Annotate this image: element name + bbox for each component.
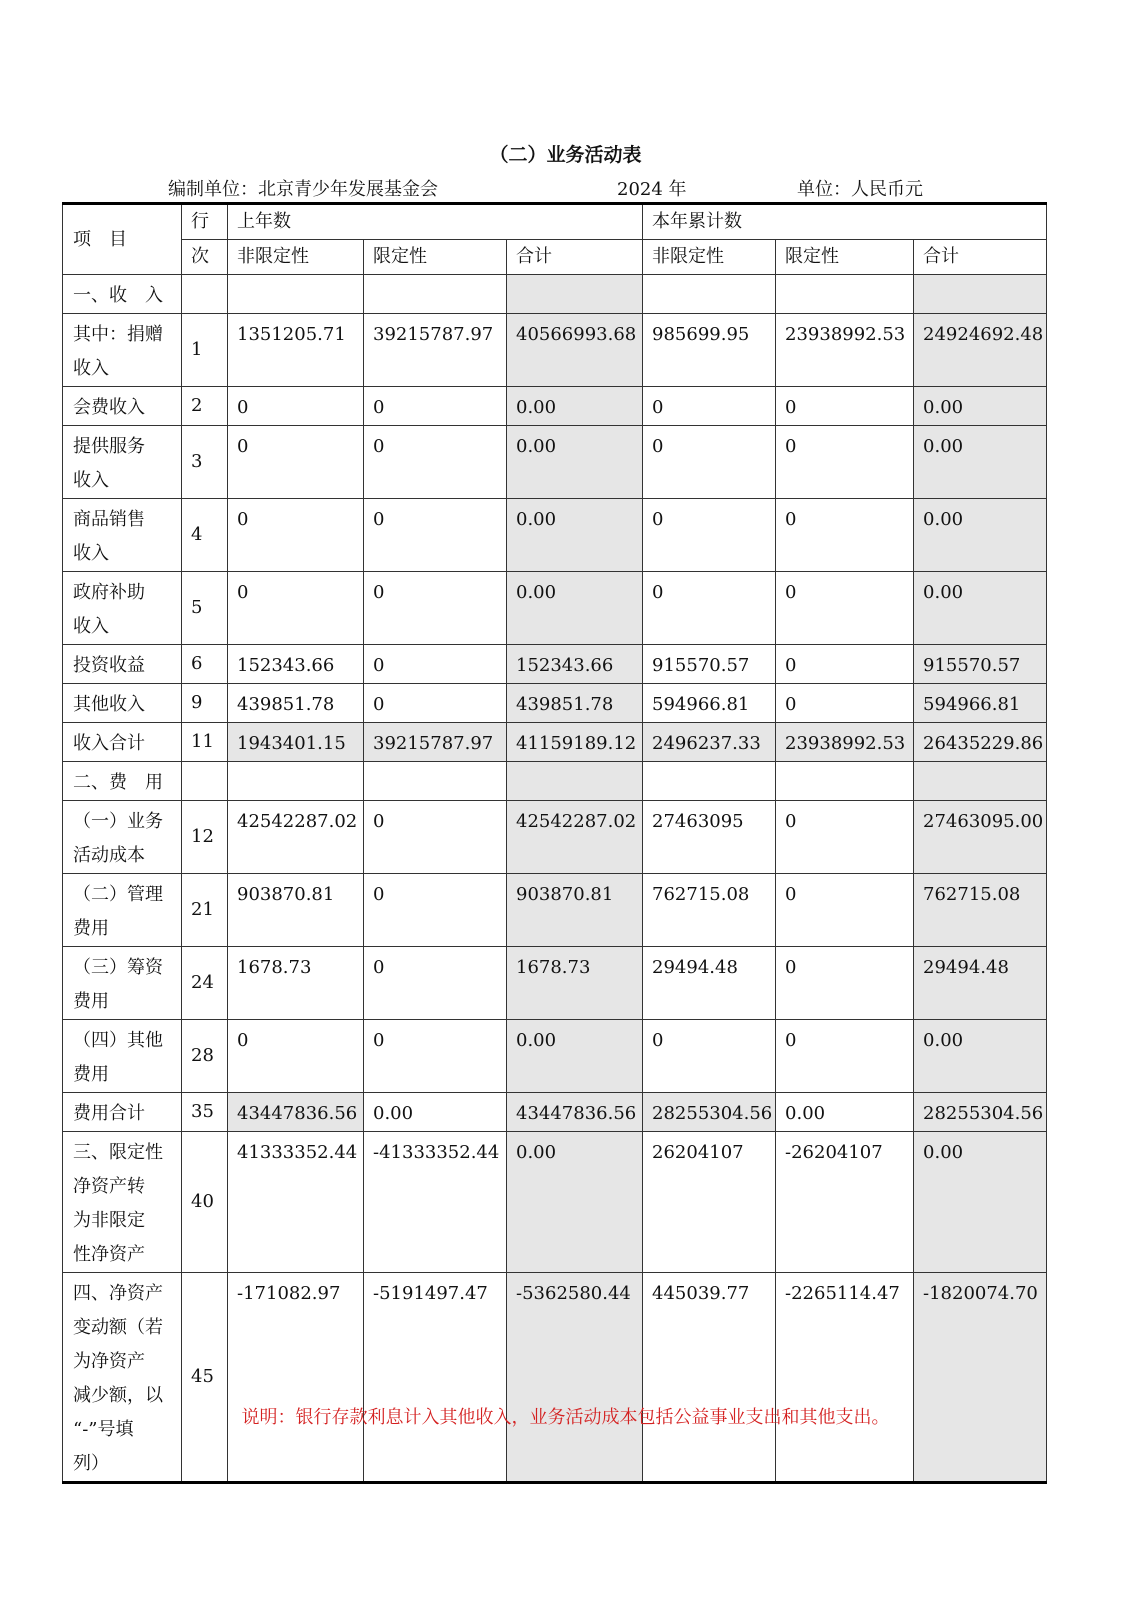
cell-curr-unrestricted: 985699.95: [643, 314, 776, 387]
cell-curr-total: 594966.81: [914, 684, 1047, 723]
row-label-line: “-”号填: [73, 1419, 134, 1440]
cell-curr-unrestricted: 29494.48: [643, 947, 776, 1020]
cell-curr-restricted: 0: [776, 947, 914, 1020]
row-label: [63, 314, 182, 387]
row-label: [63, 645, 182, 684]
cell-prev-restricted: 0: [364, 387, 507, 426]
cell-prev-unrestricted: 152343.66: [228, 645, 364, 684]
row-label-line: 政府补助: [73, 582, 145, 603]
cell-prev-restricted: [364, 762, 507, 801]
row-line-no: 3: [182, 426, 228, 499]
row-label: [63, 947, 182, 1020]
cell-prev-unrestricted: 439851.78: [228, 684, 364, 723]
row-line-no: 24: [182, 947, 228, 1020]
row-label-line: 其他收入: [73, 694, 145, 715]
cell-curr-total: [914, 275, 1047, 314]
table-row: [63, 723, 1047, 762]
row-label: [63, 275, 182, 314]
cell-curr-unrestricted: 445039.77: [643, 1273, 776, 1483]
row-label-line: 会费收入: [73, 397, 145, 418]
cell-curr-total: 27463095.00: [914, 801, 1047, 874]
cell-prev-unrestricted: 0: [228, 426, 364, 499]
cell-prev-total: 0.00: [507, 387, 643, 426]
row-label-line: 变动额（若: [73, 1317, 163, 1338]
cell-curr-restricted: 23938992.53: [776, 723, 914, 762]
header-col: 合计: [914, 240, 1047, 275]
cell-curr-unrestricted: 0: [643, 499, 776, 572]
row-label: [63, 874, 182, 947]
cell-curr-unrestricted: 915570.57: [643, 645, 776, 684]
cell-prev-restricted: 0: [364, 1020, 507, 1093]
cell-prev-restricted: 0: [364, 801, 507, 874]
cell-prev-total: 152343.66: [507, 645, 643, 684]
row-line-no: 35: [182, 1093, 228, 1132]
cell-curr-unrestricted: 762715.08: [643, 874, 776, 947]
row-label: [63, 1273, 182, 1483]
row-label-line: 收入: [73, 543, 109, 564]
cell-prev-restricted: 39215787.97: [364, 314, 507, 387]
row-label-line: 费用: [73, 918, 109, 939]
row-label-line: 其中：捐赠: [73, 324, 163, 345]
cell-curr-total: -1820074.70: [914, 1273, 1047, 1483]
row-label-line: 为非限定: [73, 1210, 145, 1231]
cell-curr-unrestricted: [643, 275, 776, 314]
cell-curr-restricted: 0.00: [776, 1093, 914, 1132]
row-label-line: 二、费 用: [73, 772, 163, 793]
cell-prev-total: 42542287.02: [507, 801, 643, 874]
row-line-no: 4: [182, 499, 228, 572]
cell-curr-restricted: -2265114.47: [776, 1273, 914, 1483]
cell-curr-total: 915570.57: [914, 645, 1047, 684]
table-row: [63, 572, 1047, 645]
table-row: [63, 1020, 1047, 1093]
row-label: [63, 801, 182, 874]
cell-prev-unrestricted: [228, 275, 364, 314]
row-label: [63, 684, 182, 723]
cell-curr-restricted: 23938992.53: [776, 314, 914, 387]
cell-curr-unrestricted: 27463095: [643, 801, 776, 874]
cell-curr-restricted: [776, 275, 914, 314]
cell-curr-unrestricted: 26204107: [643, 1132, 776, 1273]
cell-prev-restricted: [364, 275, 507, 314]
row-label-line: 费用: [73, 1064, 109, 1085]
cell-prev-total: [507, 275, 643, 314]
row-label: [63, 572, 182, 645]
table-row: [63, 499, 1047, 572]
header-col: 非限定性: [643, 240, 776, 275]
cell-prev-unrestricted: 41333352.44: [228, 1132, 364, 1273]
row-label: [63, 1020, 182, 1093]
table-row: [63, 762, 1047, 801]
table-row: [63, 1093, 1047, 1132]
cell-prev-total: 439851.78: [507, 684, 643, 723]
cell-prev-total: 0.00: [507, 1132, 643, 1273]
cell-prev-total: 43447836.56: [507, 1093, 643, 1132]
row-label: [63, 723, 182, 762]
row-line-no: 40: [182, 1132, 228, 1273]
cell-prev-total: 0.00: [507, 1020, 643, 1093]
unit-org: 编制单位：北京青少年发展基金会: [168, 179, 438, 200]
row-line-no: 9: [182, 684, 228, 723]
cell-curr-unrestricted: 0: [643, 426, 776, 499]
cell-prev-unrestricted: 0: [228, 499, 364, 572]
cell-prev-unrestricted: 0: [228, 572, 364, 645]
cell-curr-total: 0.00: [914, 572, 1047, 645]
row-label-line: 减少额，以: [73, 1385, 163, 1406]
cell-curr-total: 29494.48: [914, 947, 1047, 1020]
row-label-line: 收入: [73, 358, 109, 379]
table-row: [63, 314, 1047, 387]
cell-curr-unrestricted: 28255304.56: [643, 1093, 776, 1132]
cell-prev-unrestricted: 1351205.71: [228, 314, 364, 387]
row-label-line: 活动成本: [73, 845, 145, 866]
cell-prev-total: 40566993.68: [507, 314, 643, 387]
row-label: [63, 1093, 182, 1132]
cell-curr-unrestricted: 0: [643, 387, 776, 426]
cell-prev-unrestricted: 903870.81: [228, 874, 364, 947]
table-row: [63, 684, 1047, 723]
table-row: [63, 947, 1047, 1020]
row-label-line: 提供服务: [73, 436, 145, 457]
row-label-line: （一）业务: [73, 811, 163, 832]
row-line-no: [182, 275, 228, 314]
cell-prev-restricted: 0: [364, 499, 507, 572]
cell-prev-unrestricted: 42542287.02: [228, 801, 364, 874]
header-line-no-2: 次: [182, 240, 228, 275]
row-label: [63, 762, 182, 801]
cell-curr-restricted: 0: [776, 499, 914, 572]
cell-curr-unrestricted: [643, 762, 776, 801]
header-col: 限定性: [776, 240, 914, 275]
cell-prev-total: 41159189.12: [507, 723, 643, 762]
cell-curr-total: 0.00: [914, 1020, 1047, 1093]
table-row: [63, 426, 1047, 499]
cell-curr-total: 26435229.86: [914, 723, 1047, 762]
cell-prev-total: 0.00: [507, 426, 643, 499]
row-label-line: 性净资产: [73, 1244, 145, 1265]
cell-prev-restricted: 0: [364, 947, 507, 1020]
row-line-no: 45: [182, 1273, 228, 1483]
row-label: [63, 499, 182, 572]
cell-curr-unrestricted: 0: [643, 1020, 776, 1093]
row-line-no: 1: [182, 314, 228, 387]
cell-curr-restricted: 0: [776, 874, 914, 947]
row-label-line: 四、净资产: [73, 1283, 163, 1304]
cell-curr-restricted: 0: [776, 801, 914, 874]
activity-table: [62, 202, 1047, 1484]
cell-prev-restricted: 0: [364, 645, 507, 684]
cell-prev-restricted: -5191497.47: [364, 1273, 507, 1483]
cell-prev-total: -5362580.44: [507, 1273, 643, 1483]
cell-curr-total: 762715.08: [914, 874, 1047, 947]
report-year: 2024 年: [617, 179, 687, 200]
header-prev-year: 上年数: [228, 204, 643, 240]
row-label-line: （三）筹资: [73, 957, 163, 978]
cell-prev-total: [507, 762, 643, 801]
table-row: [63, 1273, 1047, 1483]
cell-prev-total: 0.00: [507, 572, 643, 645]
cell-prev-unrestricted: 0: [228, 1020, 364, 1093]
table-row: [63, 275, 1047, 314]
cell-prev-restricted: 0: [364, 572, 507, 645]
cell-curr-restricted: 0: [776, 1020, 914, 1093]
cell-prev-restricted: 0: [364, 684, 507, 723]
row-label-line: 列）: [73, 1453, 109, 1474]
row-label-line: 为净资产: [73, 1351, 145, 1372]
table-row: [63, 874, 1047, 947]
row-line-no: [182, 762, 228, 801]
row-line-no: 21: [182, 874, 228, 947]
row-label-line: 收入: [73, 470, 109, 491]
cell-prev-unrestricted: 43447836.56: [228, 1093, 364, 1132]
cell-curr-unrestricted: 2496237.33: [643, 723, 776, 762]
cell-prev-unrestricted: 1678.73: [228, 947, 364, 1020]
header-col: 非限定性: [228, 240, 364, 275]
cell-curr-total: 0.00: [914, 1132, 1047, 1273]
row-label-line: 三、限定性: [73, 1142, 163, 1163]
row-label-line: 投资收益: [73, 655, 145, 676]
cell-curr-total: 0.00: [914, 426, 1047, 499]
row-label-line: 费用: [73, 991, 109, 1012]
table-row: [63, 387, 1047, 426]
row-label: [63, 426, 182, 499]
row-label-line: （二）管理: [73, 884, 163, 905]
cell-prev-unrestricted: 1943401.15: [228, 723, 364, 762]
cell-prev-total: 903870.81: [507, 874, 643, 947]
table-row: [63, 645, 1047, 684]
row-label: [63, 1132, 182, 1273]
cell-curr-unrestricted: 0: [643, 572, 776, 645]
header-curr-year: 本年累计数: [643, 204, 1047, 240]
row-line-no: 2: [182, 387, 228, 426]
cell-curr-restricted: -26204107: [776, 1132, 914, 1273]
cell-curr-total: 0.00: [914, 499, 1047, 572]
header-item: 项 目: [63, 204, 182, 275]
header-col: 合计: [507, 240, 643, 275]
cell-curr-restricted: 0: [776, 387, 914, 426]
row-label-line: 收入合计: [73, 733, 145, 754]
cell-prev-restricted: 0.00: [364, 1093, 507, 1132]
cell-curr-total: 0.00: [914, 387, 1047, 426]
cell-curr-total: 28255304.56: [914, 1093, 1047, 1132]
cell-prev-restricted: 0: [364, 426, 507, 499]
footnote: 说明：银行存款利息计入其他收入，业务活动成本包括公益事业支出和其他支出。: [241, 1407, 890, 1428]
table-row: [63, 801, 1047, 874]
cell-curr-restricted: 0: [776, 426, 914, 499]
cell-prev-total: 1678.73: [507, 947, 643, 1020]
currency-unit: 单位：人民币元: [797, 179, 923, 200]
row-label-line: 费用合计: [73, 1103, 145, 1124]
row-line-no: 6: [182, 645, 228, 684]
cell-prev-total: 0.00: [507, 499, 643, 572]
row-label-line: 收入: [73, 616, 109, 637]
row-label-line: 一、收 入: [73, 285, 163, 306]
header-col: 限定性: [364, 240, 507, 275]
cell-curr-restricted: 0: [776, 684, 914, 723]
row-label-line: 商品销售: [73, 509, 145, 530]
header-line-no-1: 行: [182, 204, 228, 240]
cell-curr-total: 24924692.48: [914, 314, 1047, 387]
cell-prev-restricted: 0: [364, 874, 507, 947]
table-row: [63, 1132, 1047, 1273]
row-line-no: 28: [182, 1020, 228, 1093]
cell-prev-restricted: -41333352.44: [364, 1132, 507, 1273]
row-label-line: （四）其他: [73, 1030, 163, 1051]
row-line-no: 12: [182, 801, 228, 874]
row-line-no: 5: [182, 572, 228, 645]
cell-prev-restricted: 39215787.97: [364, 723, 507, 762]
row-label-line: 净资产转: [73, 1176, 145, 1197]
row-line-no: 11: [182, 723, 228, 762]
cell-prev-unrestricted: 0: [228, 387, 364, 426]
cell-prev-unrestricted: [228, 762, 364, 801]
cell-curr-restricted: 0: [776, 645, 914, 684]
cell-curr-restricted: 0: [776, 572, 914, 645]
cell-curr-unrestricted: 594966.81: [643, 684, 776, 723]
page-title: （二）业务活动表: [489, 144, 642, 166]
cell-curr-total: [914, 762, 1047, 801]
row-label: [63, 387, 182, 426]
cell-prev-unrestricted: -171082.97: [228, 1273, 364, 1483]
cell-curr-restricted: [776, 762, 914, 801]
